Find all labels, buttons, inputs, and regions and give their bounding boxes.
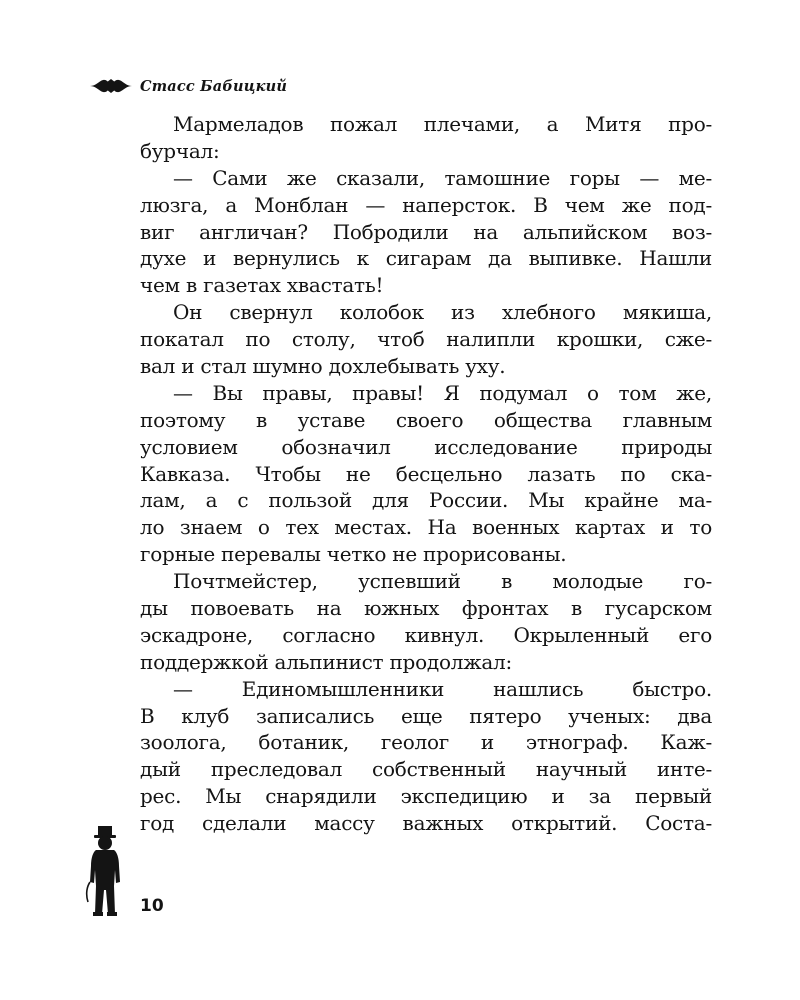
text-line: вал и стал шумно дохлебывать уху.: [140, 354, 506, 379]
text-line: рес. Мы снарядили экспедицию и за первый: [140, 784, 712, 809]
author-name: Стасс Бабицкий: [140, 77, 288, 95]
text-line: лам, а с пользой для России. Мы крайне ма-: [140, 488, 712, 513]
text-line: Мармеладов пожал плечами, а Митя про-: [173, 112, 712, 136]
text-line: люзга, а Монблан — наперсток. В чем же под-: [140, 192, 712, 217]
text-line: — Сами же сказали, тамошние горы — ме-: [173, 165, 712, 190]
text-line: В клуб записались еще пятеро ученых: два: [140, 703, 712, 728]
text-line: год сделали массу важных открытий. Coста-: [140, 811, 712, 836]
text-line: чем в газетах хвастать!: [140, 273, 384, 298]
text-line: Почтмейстер, успевший в молодые го-: [173, 569, 712, 594]
gentleman-silhouette-icon: [84, 826, 126, 918]
text-line: эскадроне, согласно кивнул. Окрыленный его: [140, 622, 712, 647]
text-line: Кавказа. Чтобы не бесцельно лазать по ска-: [140, 461, 712, 486]
text-line: — Вы правы, правы! Я подумал о том же,: [173, 380, 712, 405]
text-line: Он свернул колобок из хлебного мякиша,: [173, 300, 712, 325]
body-text: [140, 111, 712, 837]
text-line: виг англичан? Побродили на альпийском воз-: [140, 219, 712, 244]
text-line: бурчал:: [140, 138, 220, 163]
page-number: 10: [140, 896, 164, 916]
text-line: дый преследовал собственный научный инте-: [140, 757, 712, 782]
text-line: условием обозначил исследование природы: [140, 434, 712, 459]
text-line: духе и вернулись к сигарам да выпивке. Нашли: [140, 246, 712, 271]
text-line: — Единомышленники нашлись быстро.: [173, 676, 712, 701]
text-line: ды повоевать на южных фронтах в гусарском: [140, 596, 712, 621]
text-line: поддержкой альпинист продолжал:: [140, 649, 512, 674]
diamond-ornament-icon: [90, 77, 132, 95]
running-head: [90, 74, 287, 98]
text-line: зоолога, ботаник, геолог и этнограф. Каж-: [140, 730, 712, 755]
text-line: горные перевалы четко не прорисованы.: [140, 542, 567, 567]
text-line: поэтому в уставе своего общества главным: [140, 407, 712, 432]
text-line: покатал по столу, чтоб налипли крошки, сже-: [140, 327, 712, 352]
text-line: ло знаем о тех местах. На военных картах и то: [140, 515, 712, 540]
